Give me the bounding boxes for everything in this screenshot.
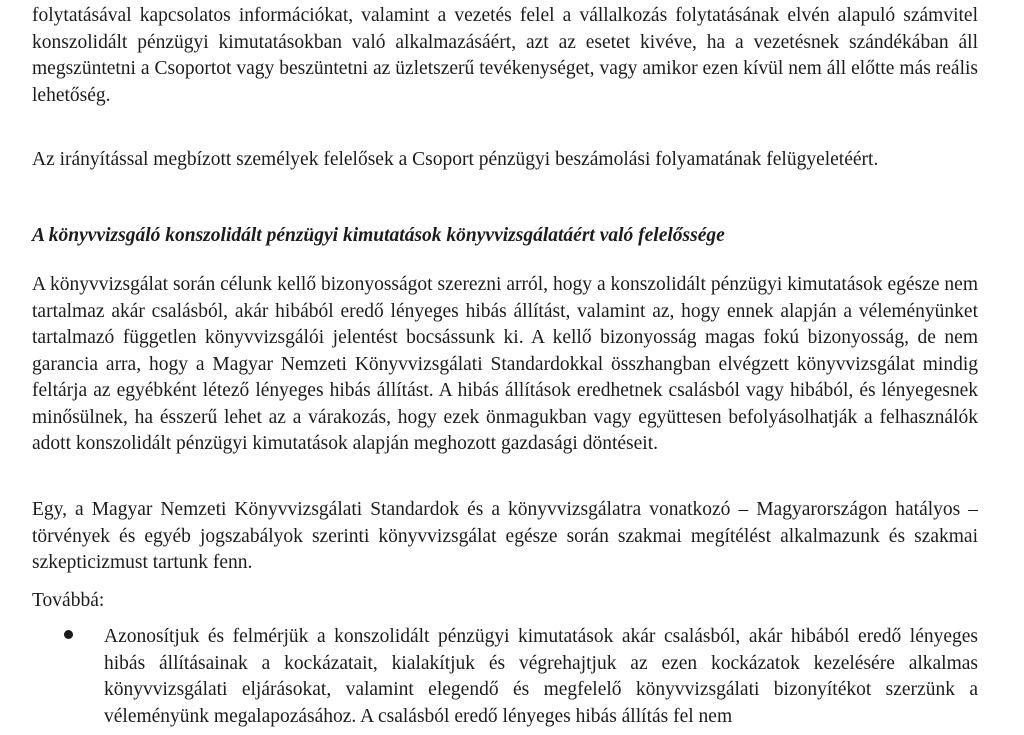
list-item-text: Azonosítjuk és felmérjük a konszolidált pénzügyi kimutatások akár csalásból, akár hibából eredő lényeges hibás állításainak a kockázatait, kialakítjuk és végrehajtjuk az ezen kockázatok kezelésére alkalmas könyvvizsgálati eljárásokat, valamint elegendő és megfelelő könyvvizsgálati bizonyítékot szerzünk a véleményünk megalapozásához. A csalásból eredő lényeges hibás állítás fel nem — [104, 626, 978, 727]
section-heading: A könyvvizsgáló konszolidált pénzügyi kimutatások könyvvizsgálatáért való felelőssége — [32, 225, 725, 246]
paragraph-professional-judgment: Egy, a Magyar Nemzeti Könyvvizsgálati Standardok és a könyvvizsgálatra vonatkozó – Magyarországon hatályos – törvények és egyéb jogszabályok szerinti könyvvizsgálat egésze során szakmai megítélést alkalmazunk és szakmai szkepticizmust tartunk fenn. — [32, 499, 978, 573]
bullet-icon — [64, 630, 73, 639]
paragraph-oversight: Az irányítással megbízott személyek felelősek a Csoport pénzügyi beszámolási folyamatának felügyeletéért. — [32, 149, 879, 170]
paragraph-furthermore: Továbbá: — [32, 590, 105, 611]
paragraph-audit-objective: A könyvvizsgálat során célunk kellő bizonyosságot szerezni arról, hogy a konszolidált pénzügyi kimutatások egésze nem tartalmaz akár csalásból, akár hibából eredő lényeges hibás állítást, valamint az, hogy ennek alapján a véleményünket tartalmazó független könyvvizsgálói jelentést bocsássunk ki. A kellő bizonyosság magas fokú bizonyosság, de nem garancia arra, hogy a Magyar Nemzeti Könyvvizsgálati Standardokkal összhangban elvégzett könyvvizsgálat mindig feltárja az egyébként létező lényeges hibás állítást. A hibás állítások eredhetnek csalásból vagy hibából, és lényegesnek minősülnek, ha ésszerű lehet az a várakozás, hogy ezek önmagukban vagy együttesen befolyásolhatják a felhasználók adott konszolidált pénzügyi kimutatások alapján meghozott gazdasági döntéseit. — [32, 274, 978, 454]
paragraph-going-concern: folytatásával kapcsolatos információkat, valamint a vezetés felel a vállalkozás folytatásának elvén alapuló számvitel konszolidált pénzügyi kimutatásokban való alkalmazásáért, azt az esetet kivéve, ha a vezetésnek szándékában áll megszüntetni a Csoportot vagy beszüntetni az üzletszerű tevékenységet, vagy amikor ezen kívül nem áll előtte más reális lehetőség. — [32, 5, 978, 106]
